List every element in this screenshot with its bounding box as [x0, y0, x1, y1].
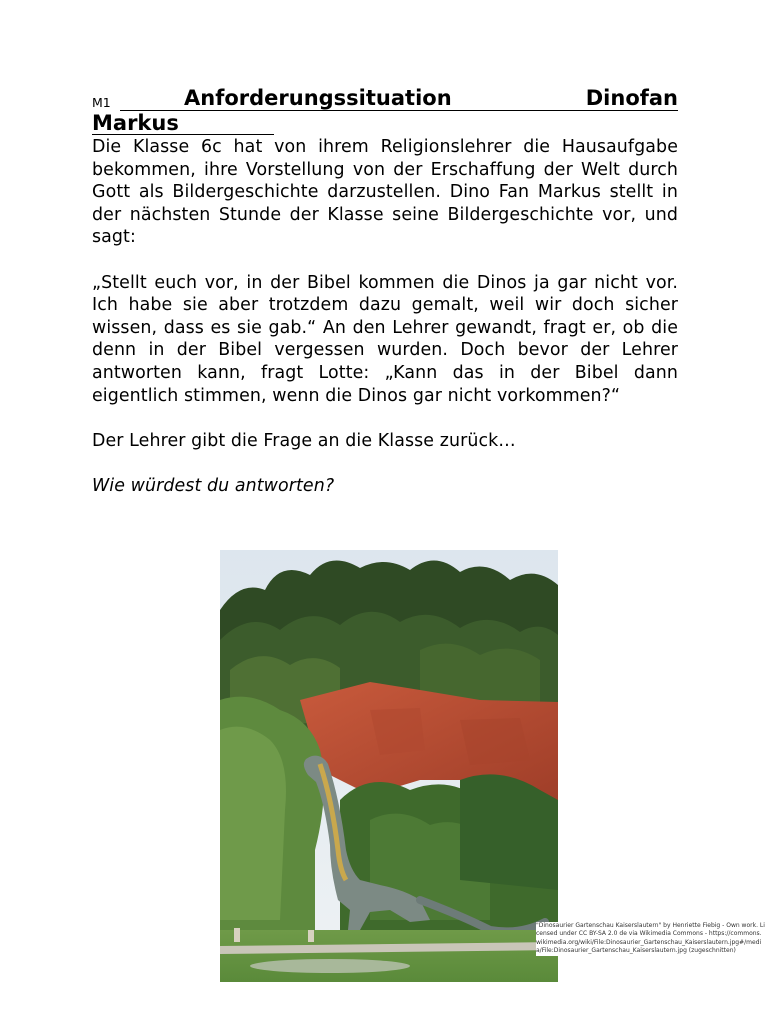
heading-title-markus: Markus	[92, 111, 179, 135]
heading-title: Anforderungssituation	[184, 86, 452, 110]
worksheet	[92, 86, 678, 498]
teacher-paragraph: Der Lehrer gibt die Frage an die Klasse zurück…	[92, 430, 516, 451]
intro-paragraph: Die Klasse 6c hat von ihrem Religionslehrer die Hausaufgabe bekommen, ihre Vorstellung von der Erschaffung der Welt durch Gott als Bildergeschichte darzustellen. Dino Fan Markus stellt in der nächsten Stunde der Klasse seine Bildergeschichte vor, und sagt:	[92, 137, 678, 248]
heading-underline	[120, 110, 678, 111]
dinosaur-photo	[220, 550, 558, 982]
task-question: Wie würdest du antworten?	[92, 475, 335, 496]
worksheet-heading	[92, 86, 678, 136]
material-label: M1	[92, 95, 111, 110]
heading-underline-second	[92, 134, 274, 135]
image-credit-caption: "Dinosaurier Gartenschau Kaiserslautern" by Henriette Fiebig - Own work. Licensed under CC BY-SA 2.0 de via Wikimedia Commons - https://commons.wikimedia.org/wiki/File:Dinosaurier_Gartenschau_Kaiserslautern.jpg#/media/File:Dinosaurier_Gartenschau_Kaiserslautern.jpg (zugeschnitten)	[536, 922, 765, 955]
heading-title-dinofan: Dinofan	[585, 86, 678, 110]
quote-paragraph: „Stellt euch vor, in der Bibel kommen die Dinos ja gar nicht vor. Ich habe sie aber trotzdem dazu gemalt, weil wir doch sicher wissen, dass es sie gab.“ An den Lehrer gewandt, fragt er, ob die denn in der Bibel vergessen wurden. Doch bevor der Lehrer antworten kann, fragt Lotte: „Kann das in der Bibel dann eigentlich stimmen, wenn die Dinos gar nicht vorkommen?“	[92, 272, 678, 406]
